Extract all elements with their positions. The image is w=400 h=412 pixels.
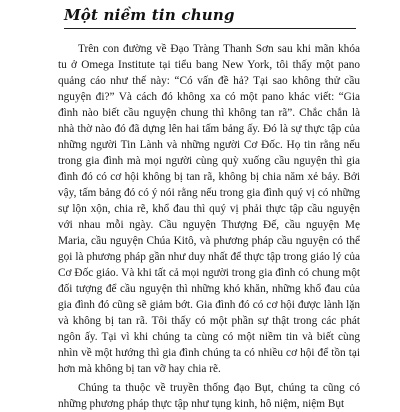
- title-underline: [64, 28, 356, 29]
- section-title: Một niềm tin chung: [64, 6, 235, 24]
- paragraph-1: Trên con đường về Đạo Tràng Thanh Sơn sau khi mãn khóa tu ở Omega Institute tại tiểu bang New York, tôi thấy một pano quảng cáo như thế này: “Có vấn đề hả? Tại sao không thử cầu nguyện đi?” Và cách đó không xa có một pano khác viết: “Gia đình nào biết cầu nguyện chung thì không tan rã”. Chắc chắn là nhà thờ nào đó đã dựng lên hai tấm bảng ấy. Đó là sự thực tập của những người Tin Lành và những người Cơ Đốc. Họ tin rằng nếu trong gia đình mà mọi người cùng quỳ xuống cầu nguyện thì gia đình đó có cơ hội không bị tan rã, không bị chia năm xẻ bảy. Bởi vậy, tấm bảng đó có ý nói rằng nếu trong gia đình quý vị có những sự lộn xộn, chia rẽ, khổ đau thì quý vị phải thực tập cầu nguyện với nhau mỗi ngày. Cầu nguyện Thượng Đế, cầu nguyện Mẹ Maria, cầu nguyện Chúa Kitô, và phương pháp cầu nguyện có thể gọi là phương pháp gần như duy nhất để thực tập trong giáo lý của Cơ Đốc giáo. Và khi tất cả mọi người trong gia đình có chung một đối tượng để cầu nguyện thì những khó khăn, những khổ đau của gia đình đó cũng sẽ giảm bớt. Gia đình đó có cơ hội được lành lặn và không bị tan rã. Tôi thấy có một phần sự thật trong các phát ngôn ấy. Tại vì khi chúng ta cùng có một niềm tin và biết cùng nhìn về một hướng thì gia đình chúng ta có nhiều cơ hội để tồn tại hơn mà không bị tan vỡ hay chia rẽ.: [58, 43, 360, 375]
- paragraph-2: Chúng ta thuộc về truyền thống đạo Bụt, chúng ta cũng có những phương pháp thực tập như tụng kinh, hô niệm, niệm Bụt: [58, 382, 360, 410]
- body-text: [58, 41, 360, 412]
